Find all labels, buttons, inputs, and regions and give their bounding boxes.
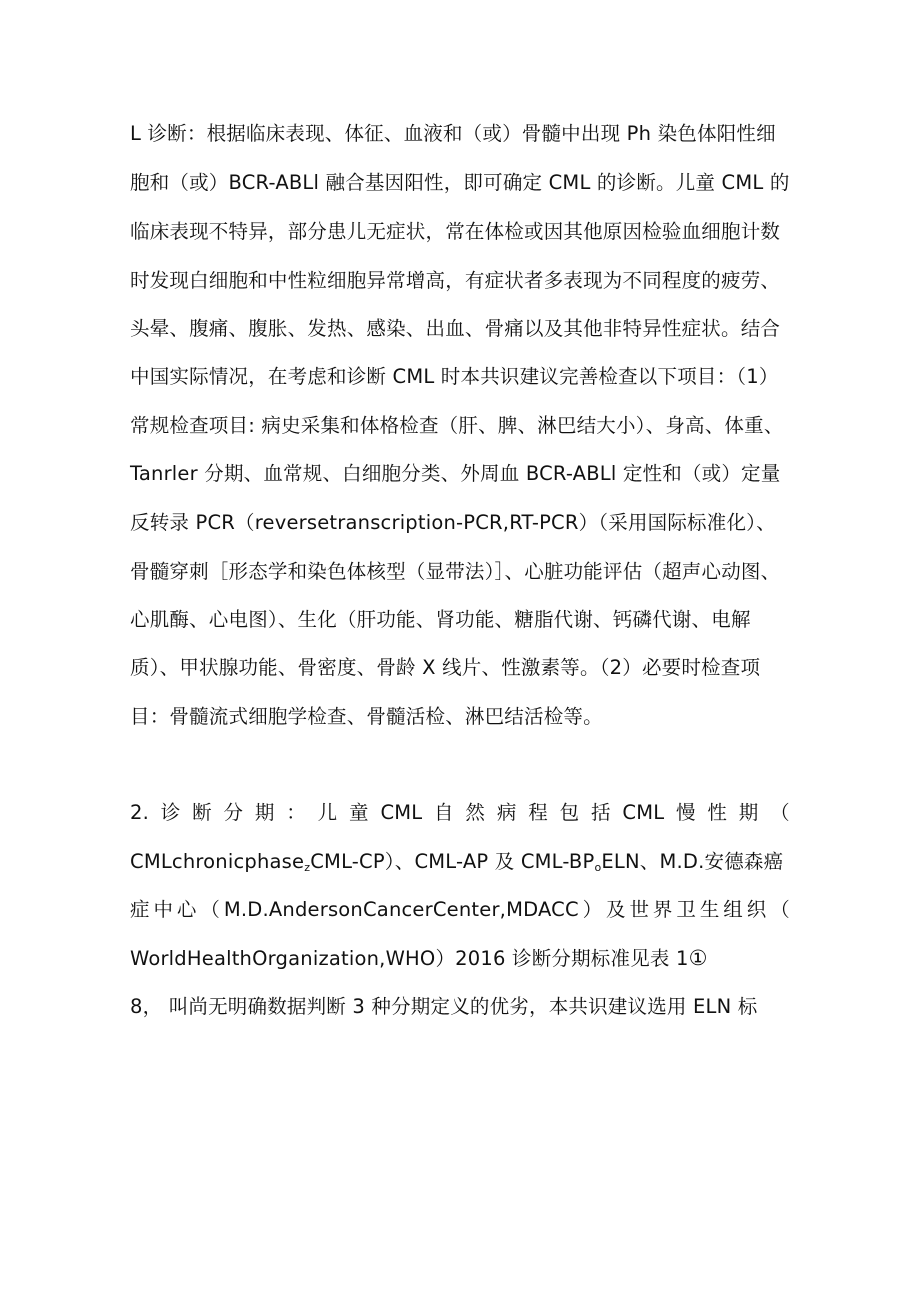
- paragraph-line: 临床表现不特异，部分患儿无症状，常在体检或因其他原因检验血细胞计数: [130, 220, 781, 243]
- staging-line-3: [130, 897, 790, 923]
- text-token: ：: [286, 801, 306, 824]
- text-token: 诊: [160, 801, 181, 824]
- text-token: 界: [652, 898, 673, 921]
- text-token: CML: [380, 801, 423, 824]
- text-token: 程: [528, 801, 548, 824]
- text-token: 2.: [130, 801, 150, 824]
- staging-line-1: [130, 800, 790, 826]
- text-token: 然: [465, 801, 486, 824]
- staging-line-5: 8， 叫尚无明确数据判断 3 种分期定义的优劣，本共识建议选用 ELN 标: [130, 995, 758, 1018]
- text-token: 性: [707, 801, 728, 824]
- subscript-mark: z: [304, 861, 311, 874]
- paragraph-line: 骨髓穿刺［形态学和染色体核型（显带法）］、心脏功能评估（超声心动图、: [130, 560, 781, 583]
- text-token: 生: [699, 898, 720, 921]
- text-token: 断: [192, 801, 212, 824]
- text-token: （: [770, 801, 790, 824]
- paragraph-line: 质）、甲状腺功能、骨密度、骨龄 X 线片、性激素等。（2）必要时检查项: [130, 656, 761, 679]
- paragraph-line: 中国实际情况，在考虑和诊断 CML 时本共识建议完善检查以下项目：（1）: [130, 365, 779, 388]
- text-token: （: [770, 898, 790, 921]
- text-token: 世: [629, 898, 650, 921]
- paragraph-line: 心肌酶、心电图）、生化（肝功能、肾功能、糖脂代谢、钙磷代谢、电解: [130, 608, 751, 631]
- paragraph-line: 头晕、腹痛、腹胀、发热、感染、出血、骨痛以及其他非特异性症状。结合: [130, 317, 781, 340]
- paragraph-line: Tanrler 分期、血常规、白细胞分类、外周血 BCR-ABLl 定性和（或）定量: [130, 462, 781, 485]
- paragraph-line: 常规检查项目: 病史采集和体格检查（肝、脾、淋巴结大小）、身高、体重、: [130, 414, 784, 437]
- paragraph-line: L 诊断：根据临床表现、体征、血液和（或）骨髓中出现 Ph 染色体阳性细: [130, 122, 776, 145]
- text-token: 症: [130, 898, 150, 921]
- paragraph-line: 时发现白细胞和中性粒细胞异常增高，有症状者多表现为不同程度的疲劳、: [130, 269, 781, 292]
- text-token: （: [200, 898, 221, 921]
- text-token: 及: [606, 898, 626, 921]
- text-token: 期: [254, 801, 275, 824]
- staging-line-2: [130, 849, 783, 881]
- text-token: 括: [590, 801, 611, 824]
- text-token: 心: [176, 898, 197, 921]
- text-token: 自: [434, 801, 454, 824]
- text-token: 慢: [675, 801, 696, 824]
- text-run: CMLchronicphase: [130, 850, 305, 873]
- subscript-mark: o: [594, 861, 602, 874]
- text-token: M.D.AndersonCancerCenter,MDACC: [223, 898, 579, 921]
- text-token: 期: [738, 801, 759, 824]
- text-token: 织: [746, 898, 767, 921]
- text-run: CML-CP）、CML-AP 及 CML-BP: [310, 850, 595, 873]
- text-token: 卫: [676, 898, 697, 921]
- paragraph-line: 胞和（或）BCR-ABLl 融合基因阳性，即可确定 CML 的诊断。儿童 CML 的: [130, 171, 790, 194]
- staging-line-4: [130, 945, 708, 972]
- text-run: ELN、M.D.安德森癌: [601, 850, 784, 873]
- paragraph-line: 目：骨髓流式细胞学检查、骨髓活检、淋巴结活检等。: [130, 705, 603, 728]
- circled-number: ①: [688, 946, 708, 970]
- text-token: 分: [223, 801, 244, 824]
- text-token: 病: [496, 801, 517, 824]
- text-token: 中: [153, 898, 174, 921]
- text-token: 包: [559, 801, 580, 824]
- paragraph-line: 反转录 PCR（reversetranscription-PCR,RT-PCR）（采用国际标准化）、: [130, 511, 776, 534]
- text-run: WorldHealthOrganization,WHO）2016 诊断分期标准见表 1: [130, 947, 689, 970]
- text-token: 组: [723, 898, 743, 921]
- text-token: ）: [582, 898, 603, 921]
- text-token: 儿: [317, 801, 338, 824]
- text-token: CML: [622, 801, 665, 824]
- text-token: 童: [349, 801, 369, 824]
